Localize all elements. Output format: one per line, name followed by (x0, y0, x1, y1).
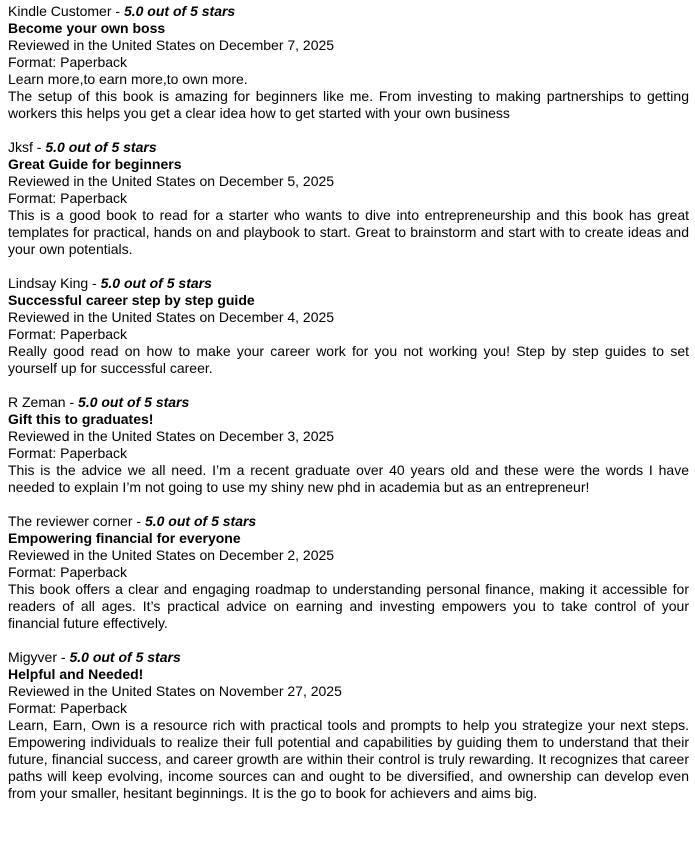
review-body-paragraph: Really good read on how to make your career work for you not working you! Step by step guides to set yourself up for successful career. (8, 343, 689, 376)
review-date-line: Reviewed in the United States on December 4, 2025 (8, 309, 335, 325)
review-body-paragraph: The setup of this book is amazing for beginners like me. From investing to making partnerships to getting workers this helps you get a clear idea how to get started with your own business (8, 88, 689, 121)
review-body-paragraph: This is a good book to read for a starter who wants to dive into entrepreneurship and this book has great templates for practical, hands on and playbook to start. Great to brainstorm and start with to create ideas and your own potentials. (8, 207, 689, 257)
review-item (8, 275, 689, 377)
byline-separator: - (132, 513, 145, 529)
reviewer-name: Lindsay King (8, 275, 89, 291)
review-byline (8, 139, 689, 156)
review-body-paragraph: This is the advice we all need. I’m a recent graduate over 40 years old and these were the words I have needed to explain I’m not going to use my shiny new phd in academia but as an entrepreneur! (8, 462, 689, 495)
review-item (8, 394, 689, 496)
byline-separator: - (32, 139, 46, 155)
review-date-line: Reviewed in the United States on December 7, 2025 (8, 37, 335, 53)
rating-text: 5.0 out of 5 stars (123, 3, 236, 19)
review-date-line: Reviewed in the United States on December 3, 2025 (8, 428, 335, 444)
review-format-line: Format: Paperback (8, 326, 128, 342)
review-body-paragraph: This book offers a clear and engaging roadmap to understanding personal finance, making it accessible for readers of all ages. It’s practical advice on earning and investing empowers you to take control of your financial future effectively. (8, 581, 689, 631)
review-byline (8, 394, 689, 411)
review-format-line: Format: Paperback (8, 700, 128, 716)
review-title: Successful career step by step guide (8, 292, 255, 308)
review-title: Empowering financial for everyone (8, 530, 241, 546)
review-format-line: Format: Paperback (8, 564, 128, 580)
review-title: Helpful and Needed! (8, 666, 144, 682)
rating-text: 5.0 out of 5 stars (100, 275, 212, 291)
byline-separator: - (65, 394, 79, 410)
rating-text: 5.0 out of 5 stars (144, 513, 257, 529)
reviewer-name: Jksf (8, 139, 33, 155)
review-date-line: Reviewed in the United States on December 5, 2025 (8, 173, 335, 189)
review-title: Great Guide for beginners (8, 156, 182, 172)
review-body-paragraph: Learn, Earn, Own is a resource rich with practical tools and prompts to help you strategize your next steps. Empowering individuals to realize their full potential and capabilities by guiding them to understand that their future, financial success, and career growth are within their control is truly rewarding. It recognizes that career paths will keep evolving, income sources can and ought to be diversified, and ownership can develop even from your smaller, hesitant beginnings. It is the go to book for achievers and aims big. (8, 717, 689, 801)
review-format-line: Format: Paperback (8, 445, 128, 461)
byline-separator: - (88, 275, 101, 291)
review-byline (8, 3, 689, 20)
reviewer-name: Migyver (8, 649, 58, 665)
byline-separator: - (57, 649, 70, 665)
review-date-line: Reviewed in the United States on December 2, 2025 (8, 547, 335, 563)
rating-text: 5.0 out of 5 stars (45, 139, 157, 155)
review-title: Gift this to graduates! (8, 411, 154, 427)
review-byline (8, 275, 689, 292)
review-item (8, 513, 689, 632)
byline-separator: - (111, 3, 124, 19)
review-format-line: Format: Paperback (8, 190, 128, 206)
rating-text: 5.0 out of 5 stars (78, 394, 190, 410)
review-item (8, 139, 689, 258)
review-item (8, 3, 689, 122)
reviewer-name: The reviewer corner (8, 513, 133, 529)
review-title: Become your own boss (8, 20, 166, 36)
review-body-paragraph: Learn more,to earn more,to own more. (8, 71, 248, 87)
rating-text: 5.0 out of 5 stars (69, 649, 181, 665)
reviewer-name: Kindle Customer (8, 3, 112, 19)
review-date-line: Reviewed in the United States on November 27, 2025 (8, 683, 342, 699)
review-byline (8, 513, 689, 530)
review-byline (8, 649, 689, 666)
review-format-line: Format: Paperback (8, 54, 128, 70)
review-item (8, 649, 689, 802)
reviewer-name: R Zeman (8, 394, 66, 410)
